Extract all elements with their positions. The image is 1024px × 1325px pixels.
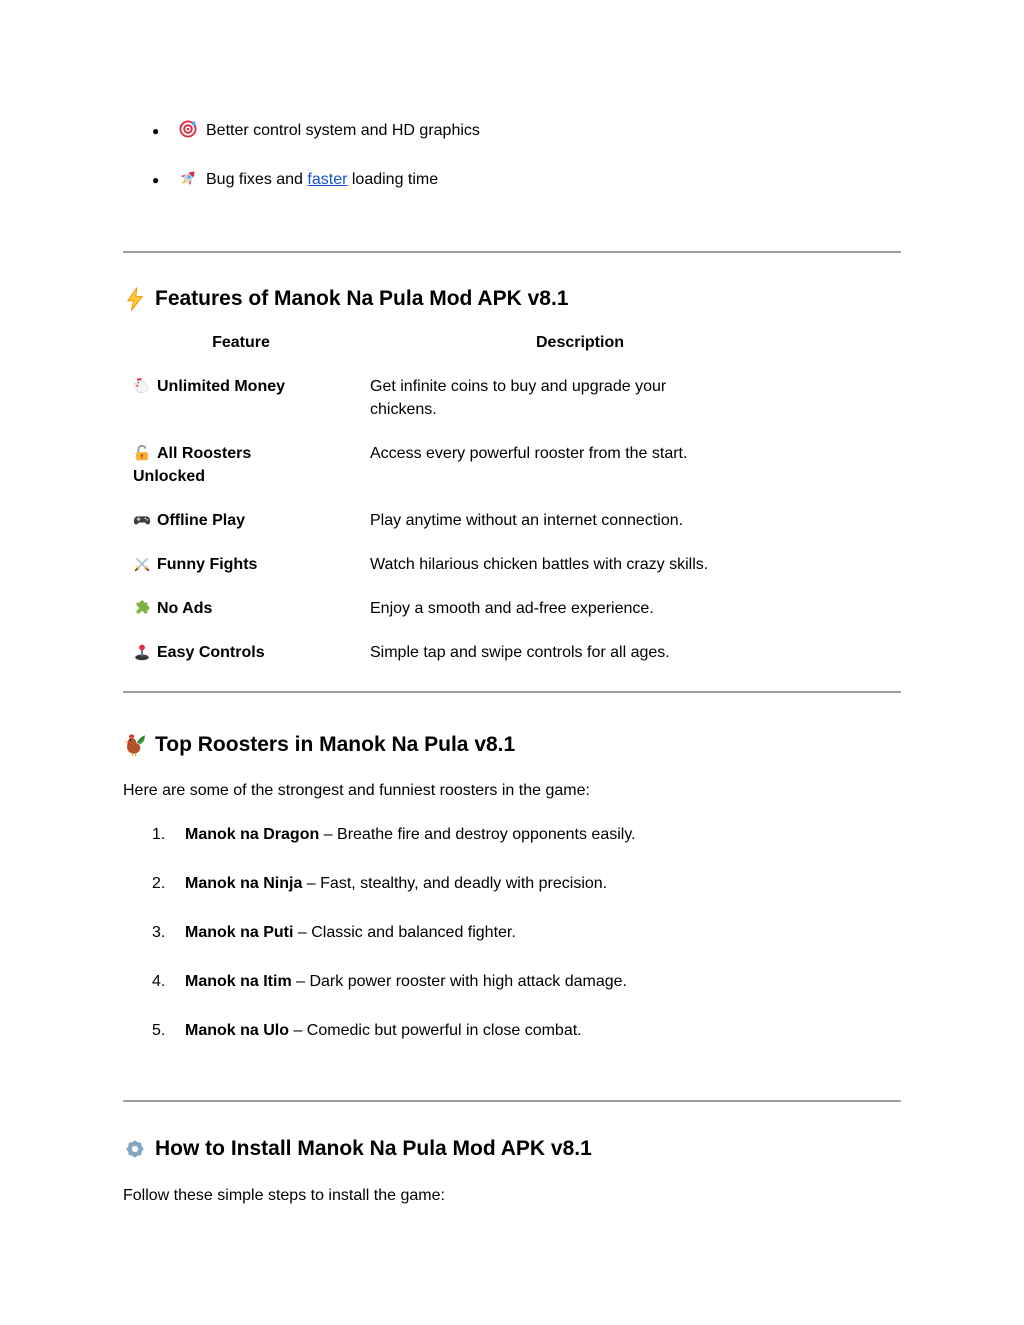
install-intro: Follow these simple steps to install the game: <box>123 1187 445 1204</box>
table-row <box>123 632 801 676</box>
feature-name: No Ads <box>157 600 213 617</box>
feature-column-header: Feature <box>212 334 270 351</box>
roosters-intro: Here are some of the strongest and funniest roosters in the game: <box>123 782 590 799</box>
feature-name: All Roosters <box>157 445 252 462</box>
lightning-icon <box>123 287 147 311</box>
list-item <box>123 970 901 994</box>
features-table <box>123 322 801 676</box>
target-icon <box>178 119 198 139</box>
feature-description: Play anytime without an internet connection. <box>370 512 684 529</box>
joystick-icon <box>133 643 151 661</box>
list-number: 4. <box>152 973 166 990</box>
unlocked-icon <box>133 444 151 462</box>
list-item <box>123 168 901 192</box>
table-row <box>123 500 801 544</box>
feature-description: chickens. <box>370 401 437 418</box>
roosters-heading-text: Top Roosters in Manok Na Pula v8.1 <box>155 733 516 756</box>
rooster-name: Manok na Ninja <box>185 875 303 892</box>
rocket-icon <box>178 168 198 188</box>
feature-description: Watch hilarious chicken battles with crazy skills. <box>370 556 709 573</box>
list-item <box>123 872 901 896</box>
rooster-description: – Breathe fire and destroy opponents easily. <box>319 826 636 843</box>
faster-link[interactable]: faster <box>307 171 348 188</box>
rooster-description: – Dark power rooster with high attack damage. <box>291 973 627 990</box>
features-heading <box>123 285 901 313</box>
install-heading-text: How to Install Manok Na Pula Mod APK v8.1 <box>155 1137 592 1160</box>
list-number: 3. <box>152 924 166 941</box>
table-row <box>123 544 801 588</box>
list-number: 2. <box>152 875 166 892</box>
roosters-numbered-list <box>123 823 901 1043</box>
update-text: Better control system and HD graphics <box>206 122 480 139</box>
feature-name: Unlimited Money <box>157 378 286 395</box>
list-number: 1. <box>152 826 166 843</box>
table-row <box>123 588 801 632</box>
crossed-swords-icon <box>133 555 151 573</box>
table-row <box>123 433 801 500</box>
horizontal-divider <box>123 251 901 253</box>
feature-description: Get infinite coins to buy and upgrade your <box>370 378 667 395</box>
gear-icon <box>123 1137 147 1161</box>
rooster-name: Manok na Ulo <box>185 1022 290 1039</box>
list-item <box>123 119 901 143</box>
update-text-after: loading time <box>347 171 439 188</box>
rooster-icon <box>123 733 147 757</box>
feature-name-line2: Unlocked <box>133 468 206 485</box>
table-row <box>123 366 801 433</box>
list-item <box>123 1019 901 1043</box>
feature-description: Enjoy a smooth and ad-free experience. <box>370 600 654 617</box>
game-controller-icon <box>133 511 151 529</box>
install-heading <box>123 1135 901 1163</box>
description-column-header: Description <box>535 334 624 351</box>
feature-name: Offline Play <box>157 512 246 529</box>
horizontal-divider <box>123 691 901 693</box>
feature-name: Funny Fights <box>157 556 258 573</box>
list-number: 5. <box>152 1022 166 1039</box>
update-bullet-list <box>123 0 901 192</box>
list-item <box>123 921 901 945</box>
list-item <box>123 823 901 847</box>
rooster-description: – Fast, stealthy, and deadly with precision. <box>302 875 608 892</box>
rooster-description: – Comedic but powerful in close combat. <box>289 1022 582 1039</box>
rooster-name: Manok na Dragon <box>185 826 320 843</box>
table-header-row <box>123 322 801 366</box>
bullet-marker: ● <box>152 124 160 138</box>
features-heading-text: Features of Manok Na Pula Mod APK v8.1 <box>155 287 569 310</box>
feature-description: Access every powerful rooster from the start. <box>370 445 688 462</box>
bullet-marker: ● <box>152 173 160 187</box>
update-text-before: Bug fixes and <box>206 171 308 188</box>
rooster-description: – Classic and balanced fighter. <box>293 924 516 941</box>
feature-name: Easy Controls <box>157 644 265 661</box>
feature-description: Simple tap and swipe controls for all ages. <box>370 644 670 661</box>
horizontal-divider <box>123 1100 901 1102</box>
roosters-heading <box>123 731 901 759</box>
puzzle-icon <box>133 599 151 617</box>
chicken-icon <box>133 377 151 395</box>
rooster-name: Manok na Itim <box>185 973 292 990</box>
rooster-name: Manok na Puti <box>185 924 294 941</box>
